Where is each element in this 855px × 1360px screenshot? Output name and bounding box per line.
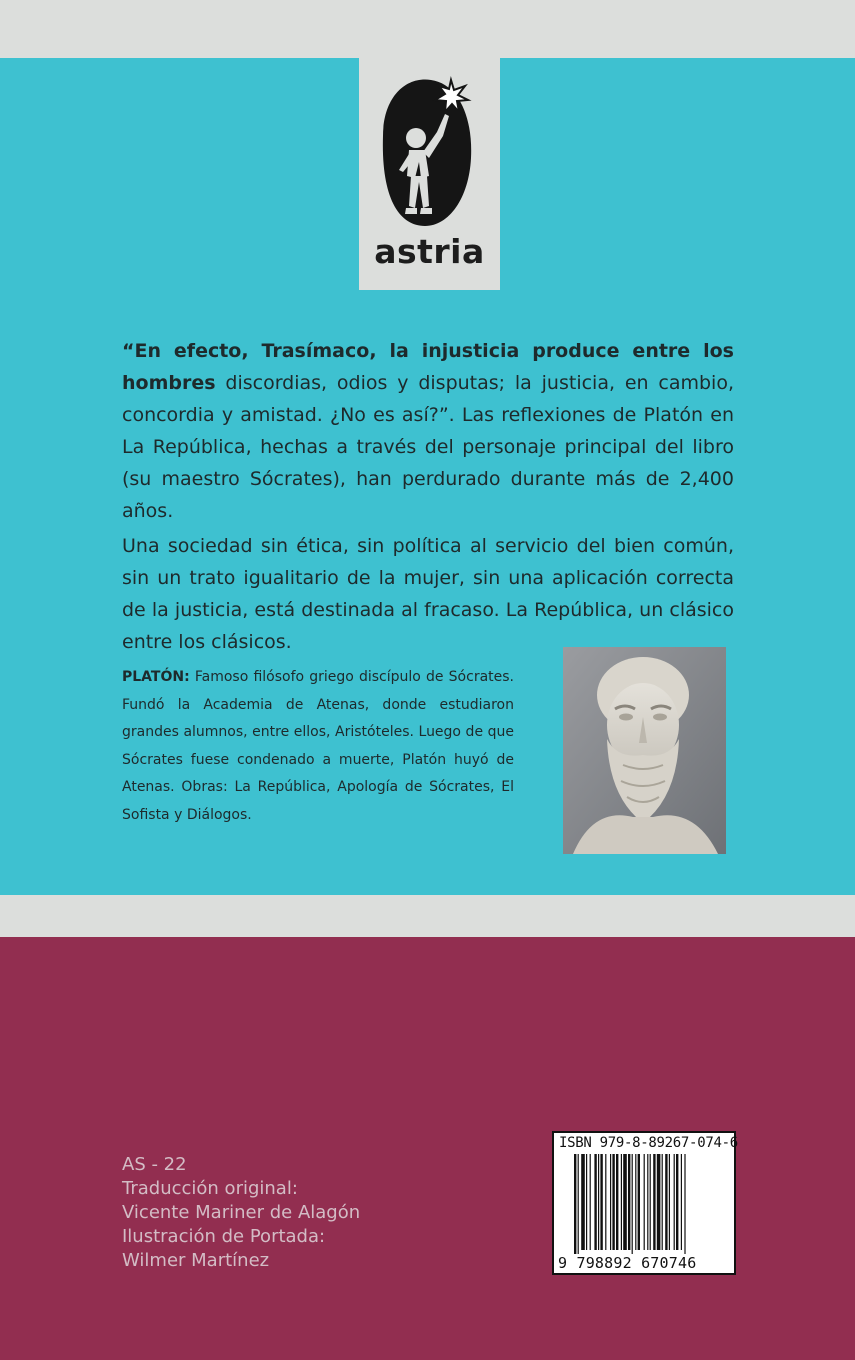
author-bio-text: Famoso filósofo griego discípulo de Sócrates. Fundó la Academia de Atenas, donde estudiaron grandes alumnos, entre ellos, Aristóteles. Luego de que Sócrates fuese condenado a muerte, Platón huyó de Atenas. Obras: La República, Apología de Sócrates, El Sofista y Diálogos. [122, 669, 515, 823]
barcode-bar [586, 1154, 587, 1250]
translation-label: Traducción original: [122, 1178, 298, 1199]
barcode-bar [632, 1154, 633, 1254]
series-code: AS - 22 [122, 1154, 187, 1175]
barcode-bar [647, 1154, 648, 1250]
barcode-bar [628, 1154, 630, 1250]
author-name: PLATÓN: [122, 669, 190, 685]
barcode-bar [644, 1154, 645, 1250]
barcode-bar [621, 1154, 622, 1250]
illustrator-name: Wilmer Martínez [122, 1250, 270, 1271]
middle-band [0, 895, 855, 937]
credits-block [122, 1153, 442, 1273]
barcode-bar [657, 1154, 661, 1250]
barcode-bar [676, 1154, 678, 1250]
isbn-digits: 9 798892 670746 [558, 1254, 697, 1272]
barcode-bar [638, 1154, 640, 1250]
barcode-bar [616, 1154, 618, 1250]
child-reaching-star-icon [359, 58, 500, 238]
barcode-bar [578, 1154, 579, 1254]
translator-name: Vicente Mariner de Alagón [122, 1202, 361, 1223]
author-bio [122, 664, 514, 829]
synopsis-paragraph-1-rest: discordias, odios y disputas; la justicia, en cambio, concordia y amistad. ¿No es así?”. Las reflexiones de Platón en La República, hechas a través del personaje principal del libro (su maestro Sócrates), han perdurado durante más de 2,400 años. [122, 372, 735, 522]
barcode-bar [674, 1154, 675, 1250]
barcode-icon [574, 1154, 718, 1254]
barcode-bar [590, 1154, 591, 1250]
barcode-bar [600, 1154, 602, 1250]
barcode-bar [684, 1154, 685, 1254]
barcode-bar [598, 1154, 599, 1250]
isbn-barcode [552, 1131, 736, 1275]
publisher-logo [359, 58, 500, 290]
synopsis-paragraph-1 [122, 335, 734, 527]
barcode-bar [623, 1154, 627, 1250]
barcode-bar [681, 1154, 682, 1250]
barcode-bar [605, 1154, 606, 1250]
plato-bust-icon [563, 647, 726, 854]
cover-illustration-label: Ilustración de Portada: [122, 1226, 326, 1247]
publisher-name: astria [374, 232, 485, 271]
barcode-bar [594, 1154, 596, 1250]
barcode-bar [662, 1154, 663, 1250]
synopsis-paragraph-2: Una sociedad sin ética, sin política al servicio del bien común, sin un trato igualitario de la mujer, sin una aplicación correcta de la justicia, está destinada al fracaso. La República, un clásico entre los clásicos. [122, 535, 734, 653]
barcode-bar [610, 1154, 611, 1250]
barcode-bar [574, 1154, 576, 1254]
synopsis-quote: “En efecto, Trasímaco, la injusticia produce entre los hombres [122, 340, 734, 394]
barcode-bar [650, 1154, 651, 1250]
author-portrait [563, 647, 726, 854]
barcode-bar [635, 1154, 636, 1250]
barcode-bar [669, 1154, 670, 1250]
barcode-bar [653, 1154, 655, 1250]
isbn-label: ISBN 979-8-89267-074-6 [559, 1135, 738, 1151]
barcode-bar [581, 1154, 585, 1250]
barcode-bar [612, 1154, 614, 1250]
barcode-bar [665, 1154, 667, 1250]
top-band [0, 0, 855, 58]
